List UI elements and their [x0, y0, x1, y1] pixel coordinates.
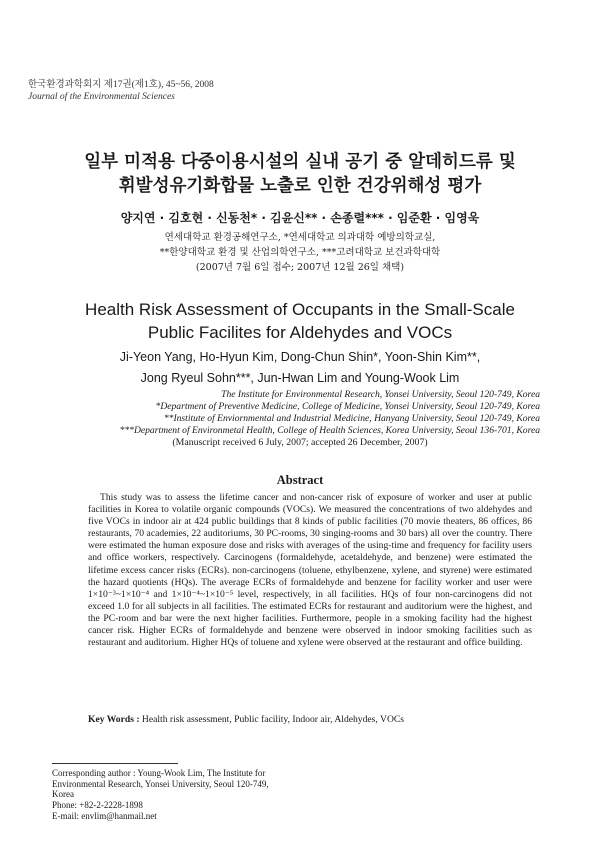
- korean-affiliation-line1: 연세대학교 환경공해연구소, *연세대학교 의과대학 예방의학교실,: [164, 232, 436, 243]
- keywords-label: Key Words :: [88, 714, 140, 725]
- english-title: [40, 298, 560, 344]
- affiliation-line: *Department of Preventive Medicine, College of Medicine, Yonsei University, Seoul 120-749, Korea: [155, 401, 540, 412]
- corresponding-email: E-mail: envlim@hanmail.net: [52, 810, 157, 821]
- corresponding-phone: Phone: +82-2-2228-1898: [52, 800, 143, 811]
- korean-title: [40, 150, 560, 198]
- corresponding-author-note: [52, 768, 322, 822]
- keywords-text: Health risk assessment, Public facility, Indoor air, Aldehydes, VOCs: [139, 714, 405, 725]
- journal-citation-korean: 한국환경과학회지 제17권(제1호), 45~56, 2008: [28, 80, 214, 90]
- affiliation-line: ***Department of Environmetal Health, College of Health Sciences, Korea University, Seoul 136-701, Korea: [119, 425, 540, 436]
- journal-name-english: Journal of the Environmental Sciences: [28, 92, 175, 102]
- english-title-line1: Health Risk Assessment of Occupants in the Small-Scale: [85, 300, 515, 319]
- korean-authors: 양지연 · 김호현 · 신동천* · 김윤신** · 손종렬*** · 임준환 · 임영욱: [120, 211, 480, 225]
- affiliation-line: The Institute for Environmental Research, Yonsei University, Seoul 120-749, Korea: [221, 389, 540, 400]
- korean-affiliation-line2: **한양대학교 환경 및 산업의학연구소, ***고려대학교 보건과학대학: [159, 247, 441, 258]
- affiliation-line: **Institute of Enviornmental and Industrial Medicine, Hanyang University, Seoul 120-749, Korea: [163, 413, 540, 424]
- abstract-heading: Abstract: [276, 473, 324, 487]
- keywords: [88, 714, 532, 725]
- corresponding-line: Corresponding author : Young-Wook Lim, The Institute for: [52, 768, 266, 778]
- abstract-body: This study was to assess the lifetime cancer and non-cancer risk of exposure of worker and user at public facilities in Korea to volatile organic compounds (VOCs). We measured the concentrations of two aldehydes and five VOCs in indoor air at 424 public buildings that 8 kinds of public facilities (70 movie theaters, 86 offices, 86 restaurants, 70 academies, 22 auditoriums, 30 PC-rooms, 30 singing-rooms and 30 bars) all over the country. There were estimated the human exposure dose and risks with averages of the using-time and frequency for facility users and office workers, respectively. Carcinogens (formaldehyde, acetaldehyde, and benzene) were estimated the lifetime excess cancer risks (ECRs). non-carcinogens (toluene, ethylbenzene, xylene, and styrene) were estimated the hazard quotients (HQs). The average ECRs of formaldehyde and benzene for facility worker and user were 1×10⁻³~1×10⁻⁴ and 1×10⁻⁴~1×10⁻⁵ level, respectively, in all facilities. HQs of four non-carcinogens did not exceed 1.0 for all subjects in all facilities. The estimated ECRs for restaurant and auditorium were the highest, and the PC-room and bar were the next higher facilities. Furthermore, people in a smoking facility had the highest cancer risk. Higher ECRs of formaldehyde and benzene were observed in indoor smoking facilities such as restaurant and auditorium. Higher HQs of toluene and xylene were observed at the restaurant and office building.: [88, 492, 532, 649]
- journal-header: [28, 79, 214, 103]
- english-authors-line2: Jong Ryeul Sohn***, Jun-Hwan Lim and Young-Wook Lim: [140, 371, 460, 385]
- korean-received-dates: (2007년 7월 6일 접수; 2007년 12월 26일 채택): [195, 262, 405, 273]
- english-affiliations: [60, 389, 540, 437]
- english-authors-line1: Ji-Yeon Yang, Ho-Hyun Kim, Dong-Chun Shin*, Yoon-Shin Kim**,: [119, 350, 481, 364]
- english-authors: [40, 347, 560, 389]
- corresponding-line: Environmental Research, Yonsei University, Seoul 120-749,: [52, 778, 269, 789]
- corresponding-line: Korea: [52, 789, 74, 800]
- footnote-divider: [52, 763, 178, 764]
- korean-title-line1: 일부 미적용 다중이용시설의 실내 공기 중 알데히드류 및: [84, 152, 516, 172]
- english-title-line2: Public Facilites for Aldehydes and VOCs: [147, 323, 453, 342]
- korean-affiliations: [40, 230, 560, 275]
- korean-title-line2: 휘발성유기화합물 노출로 인한 건강위해성 평가: [118, 176, 482, 196]
- manuscript-dates: (Manuscript received 6 July, 2007; accepted 26 December, 2007): [172, 437, 428, 448]
